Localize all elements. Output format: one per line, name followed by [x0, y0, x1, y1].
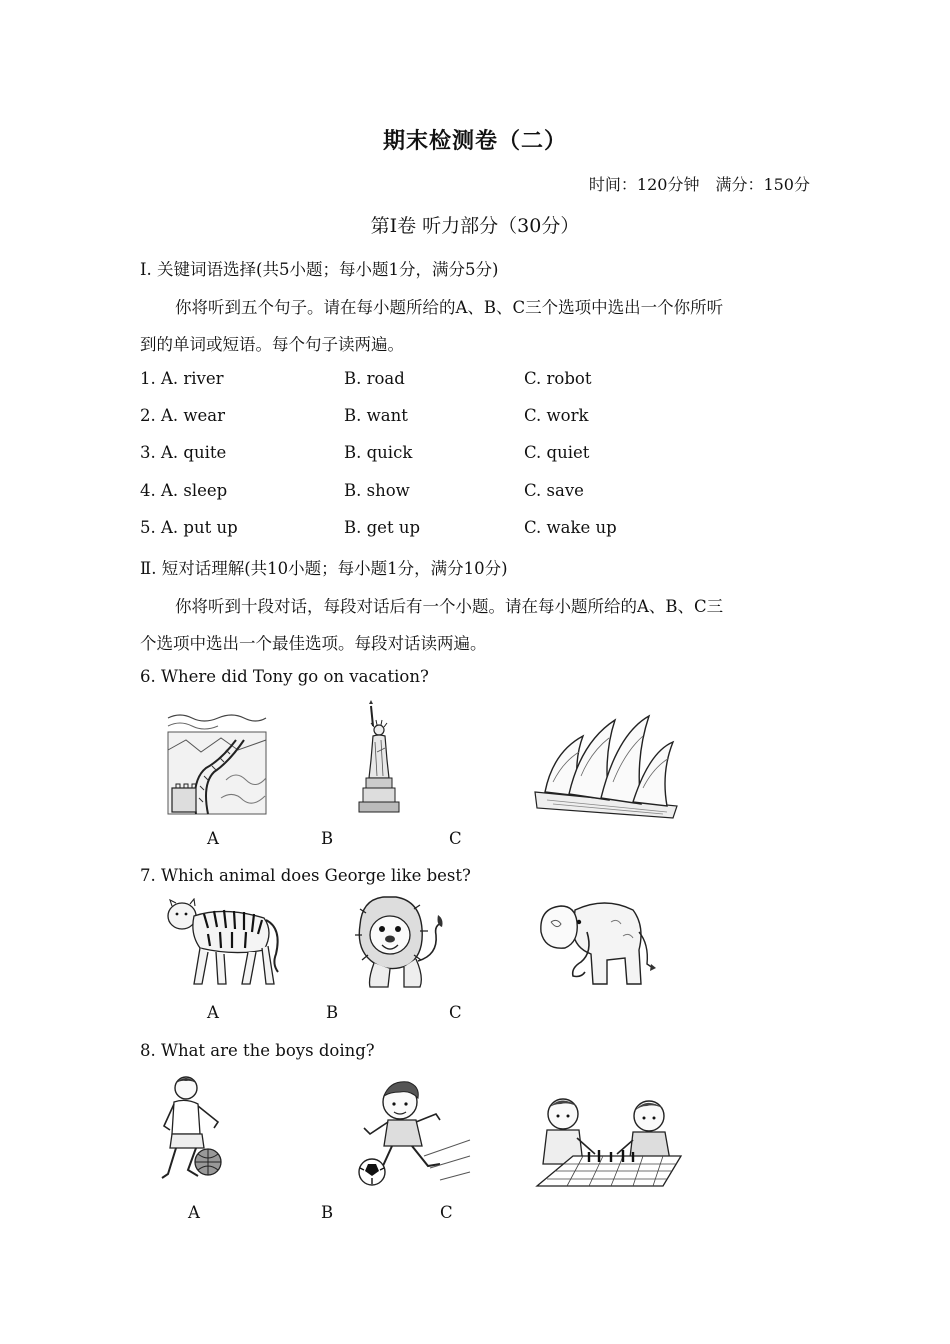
- q1-option-c: C. robot: [524, 369, 592, 388]
- page-title: 期末检测卷（二）: [382, 128, 567, 154]
- q1-option-a: 1. A. river: [140, 369, 224, 388]
- q4-option-c: C. save: [524, 481, 584, 500]
- q7-label-b: B: [326, 1003, 339, 1022]
- tiger-picture: [164, 898, 284, 990]
- q2-option-b: B. want: [344, 406, 408, 425]
- boys-playing-chess-picture: [533, 1094, 685, 1192]
- part1-instruction-line2: 到的单词或短语。每个句子读两遍。: [140, 335, 404, 354]
- elephant-picture: [535, 892, 657, 992]
- boy-playing-soccer-picture: [354, 1076, 472, 1190]
- q7-label-a: A: [207, 1003, 219, 1022]
- part2-instruction-line2: 个选项中选出一个最佳选项。每段对话读两遍。: [140, 634, 487, 653]
- great-wall-picture: [166, 710, 268, 816]
- part2-instruction-line1: 你将听到十段对话，每段对话后有一个小题。请在每小题所给的A、B、C三: [175, 597, 724, 616]
- q6-label-c: C: [449, 829, 462, 848]
- exam-meta: 时间：120分钟 满分：150分: [588, 175, 810, 194]
- q6-label-a: A: [207, 829, 219, 848]
- q1-option-b: B. road: [344, 369, 405, 388]
- q4-option-b: B. show: [344, 481, 410, 500]
- q2-option-c: C. work: [524, 406, 589, 425]
- q8-label-b: B: [321, 1203, 334, 1222]
- q6-label-b: B: [321, 829, 334, 848]
- q5-option-a: 5. A. put up: [140, 518, 238, 537]
- part2-heading: Ⅱ. 短对话理解(共10小题；每小题1分，满分10分): [140, 559, 508, 578]
- q4-option-a: 4. A. sleep: [140, 481, 228, 500]
- q5-option-b: B. get up: [344, 518, 421, 537]
- part1-instruction-line1: 你将听到五个句子。请在每小题所给的A、B、C三个选项中选出一个你所听: [175, 298, 724, 317]
- q3-option-b: B. quick: [344, 443, 413, 462]
- q3-option-a: 3. A. quite: [140, 443, 227, 462]
- statue-of-liberty-picture: [355, 700, 405, 814]
- q5-option-c: C. wake up: [524, 518, 617, 537]
- lion-picture: [354, 895, 450, 993]
- q8-label-a: A: [188, 1203, 200, 1222]
- q6-text: 6. Where did Tony go on vacation?: [140, 667, 429, 686]
- q8-text: 8. What are the boys doing?: [140, 1041, 375, 1060]
- section-title: 第Ⅰ卷 听力部分（30分）: [370, 215, 580, 237]
- q3-option-c: C. quiet: [524, 443, 590, 462]
- boy-playing-basketball-picture: [158, 1074, 228, 1188]
- q7-label-c: C: [449, 1003, 462, 1022]
- sydney-opera-house-picture: [533, 712, 679, 820]
- part1-heading: Ⅰ. 关键词语选择(共5小题；每小题1分，满分5分): [140, 260, 499, 279]
- q7-text: 7. Which animal does George like best?: [140, 866, 471, 885]
- q8-label-c: C: [440, 1203, 453, 1222]
- q2-option-a: 2. A. wear: [140, 406, 226, 425]
